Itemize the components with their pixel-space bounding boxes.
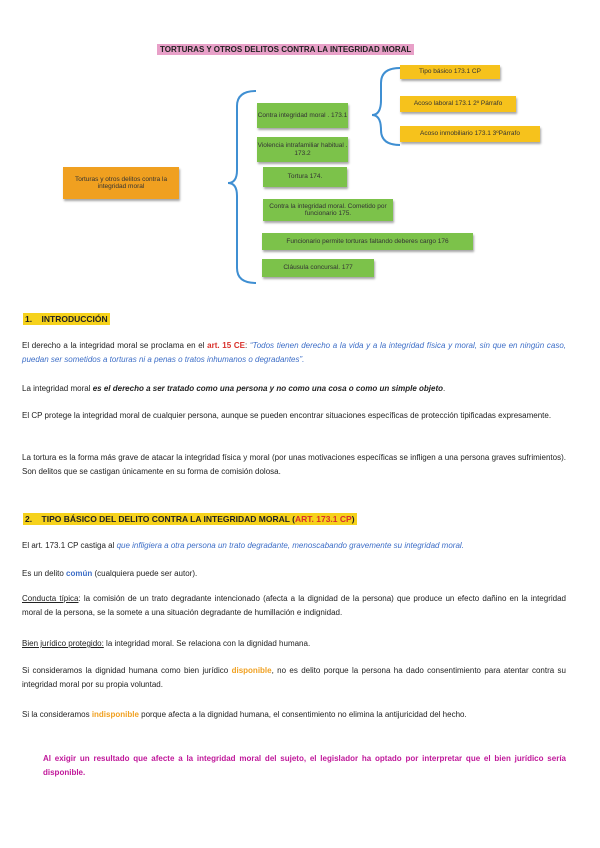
indisponible-term: indisponible — [91, 710, 139, 719]
conducta-tipica-label: Conducta típica — [22, 594, 79, 603]
bien-juridico-label: Bien jurídico protegido: — [22, 639, 104, 648]
branch-node-175: Contra la integridad moral. Cometido por funcionario 175. — [263, 199, 393, 221]
diagram-title: TORTURAS Y OTROS DELITOS CONTRA LA INTEGRIDAD MORAL — [157, 44, 414, 55]
section-1-title: INTRODUCCIÓN — [41, 314, 108, 324]
section-2-paragraph-5: Si consideramos la dignidad humana como bien jurídico disponible, no es delito porque la persona ha dado consentimiento para atentar contra su integridad moral por su propia voluntad. — [22, 666, 566, 689]
art-15-ce-ref: art. 15 CE — [207, 341, 245, 350]
branch-node-176: Funcionario permite torturas faltando deberes cargo 176 — [262, 233, 473, 250]
section-2-title: TIPO BÁSICO DEL DELITO CONTRA LA INTEGRIDAD MORAL ( — [41, 514, 295, 524]
section-2-number: 2. — [25, 514, 33, 524]
sub-node-acoso-laboral: Acoso laboral 173.1 2º Párrafo — [400, 96, 516, 112]
sub-node-tipo-basico: Tipo básico 173.1 CP — [400, 65, 500, 79]
right-brace — [372, 68, 400, 145]
branch-node-173-2: Violencia intrafamiliar habitual . 173.2 — [257, 137, 348, 162]
section-1-paragraph-3: El CP protege la integridad moral de cualquier persona, aunque se pueden encontrar situaciones específicas de protección tipificadas expresamente. — [22, 411, 552, 420]
art-173-1-ref: ART. 173.1 CP — [294, 514, 352, 524]
comun-term: común — [66, 569, 93, 578]
left-brace — [228, 91, 256, 283]
section-2-heading: 2. TIPO BÁSICO DEL DELITO CONTRA LA INTEGRIDAD MORAL (ART. 173.1 CP) — [25, 514, 355, 524]
section-1-heading — [23, 314, 110, 324]
art-173-1-quote: que infligiera a otra persona un trato degradante, menoscabando gravemente su integridad moral. — [116, 541, 464, 550]
section-1-paragraph-4: La tortura es la forma más grave de atacar la integridad física y moral (por unas motivaciones específicas se infligen a una persona graves sufrimientos). Son delitos que se castigan únicamente en su forma de comisión dolosa. — [22, 453, 566, 476]
section-1-paragraph-1: El derecho a la integridad moral se proclama en el art. 15 CE: “Todos tienen derecho a la vida y a la integridad física y moral, sin que en ningún caso, puedan ser sometidos a torturas ni a penas o tratos inhumanos o degradantes”. — [22, 341, 567, 364]
disponible-term: disponible — [231, 666, 272, 675]
art-15-ce-quote: “Todos tienen derecho a la vida y a la integridad física y moral, sin que en ningún caso, puedan ser sometidos a torturas ni a penas o tratos inhumanos o degradantes”. — [22, 341, 567, 364]
sub-node-acoso-inmobiliario: Acoso inmobiliario 173.1 3ºPárrafo — [400, 126, 540, 142]
section-2-conclusion: Al exigir un resultado que afecte a la integridad moral del sujeto, el legislador ha optado por interpretar que el bien jurídico sería disponible. — [43, 754, 566, 777]
section-2-paragraph-4: Bien jurídico protegido: la integridad moral. Se relaciona con la dignidad humana. — [22, 639, 311, 648]
section-2-paragraph-3: Conducta típica: la comisión de un trato degradante intencionado (afecta a la dignidad de la persona) que produce un efecto dañino en la integridad moral de la persona, se la somete a una situación degradante de humillación e indignidad. — [22, 594, 566, 617]
section-2-paragraph-1: El art. 173.1 CP castiga al que infligiera a otra persona un trato degradante, menoscabando gravemente su integridad moral. — [22, 541, 464, 550]
mindmap-diagram — [0, 0, 600, 300]
branch-node-177: Cláusula concursal. 177 — [262, 259, 374, 277]
section-2-paragraph-6: Si la consideramos indisponible porque afecta a la dignidad humana, el consentimiento no elimina la antijuricidad del hecho. — [22, 710, 467, 719]
section-1-paragraph-2: La integridad moral es el derecho a ser tratado como una persona y no como una cosa o como un simple objeto. — [22, 384, 446, 393]
section-1-number: 1. — [25, 314, 33, 324]
section-2-paragraph-2: Es un delito común (cualquiera puede ser autor). — [22, 569, 198, 578]
branch-node-173-1: Contra integridad moral . 173.1 — [257, 103, 348, 128]
diagram-root-node: Torturas y otros delitos contra la integridad moral — [63, 167, 179, 199]
branch-node-174: Tortura 174. — [263, 167, 347, 187]
